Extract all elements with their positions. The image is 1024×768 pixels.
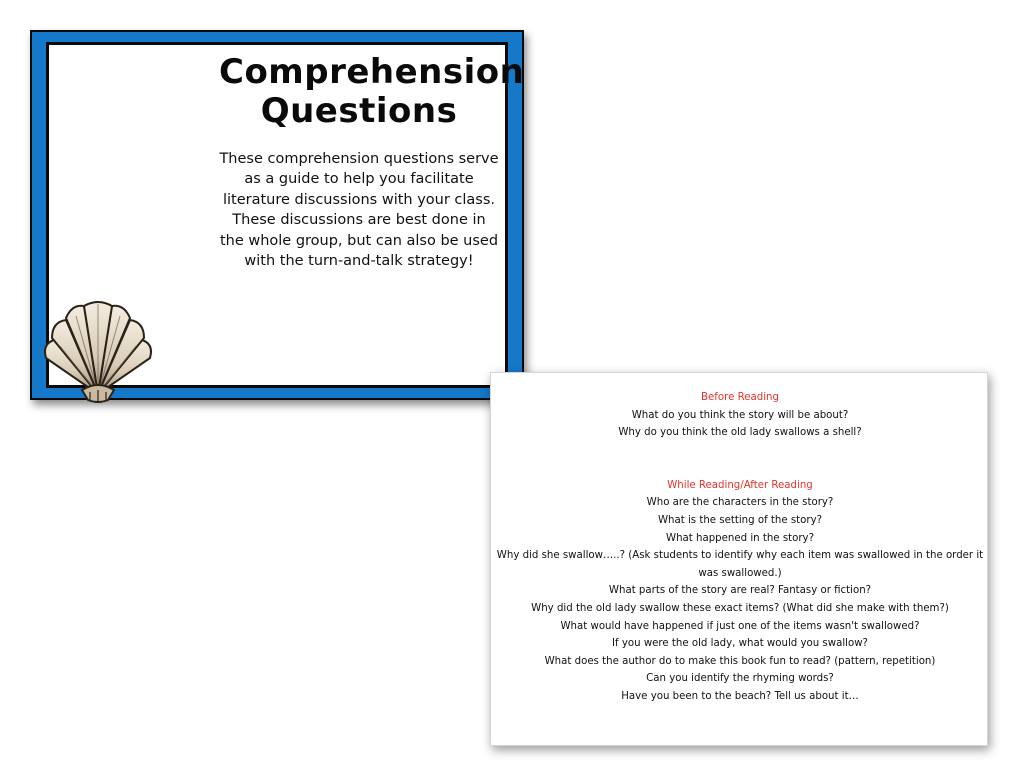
questions-card [490,372,988,746]
title-line-1: Comprehension [219,52,525,92]
question-item: Why did she swallow…..? (Ask students to identify why each item was swallowed in the order it was swallowed.) [496,550,984,579]
section-spacer [495,442,985,477]
question-item: Can you identify the rhyming words? [646,673,834,685]
page-title [219,52,525,131]
while-reading-heading: While Reading/After Reading [667,479,813,491]
question-item: Have you been to the beach? Tell us about it… [621,690,859,702]
cover-description: These comprehension questions serve as a guide to help you facilitate literature discussions with your class. These discussions are best done in the whole group, but can also be used with the turn-and-talk strategy! [219,151,499,270]
question-item: What do you think the story will be about? [631,409,849,421]
question-item: What is the setting of the story? [657,514,823,526]
seashell-icon [38,296,158,404]
question-item: What parts of the story are real? Fantasy or fiction? [608,585,872,597]
question-item: Why did the old lady swallow these exact items? (What did she make with them?) [531,602,949,614]
question-item: What does the author do to make this book fun to read? (pattern, repetition) [544,655,936,667]
question-item: What would have happened if just one of the items wasn't swallowed? [560,620,920,632]
questions-list [495,389,985,706]
question-item: What happened in the story? [666,532,814,544]
question-item: Why do you think the old lady swallows a shell? [618,427,862,439]
question-item: If you were the old lady, what would you swallow? [612,638,868,650]
before-reading-heading: Before Reading [701,392,779,403]
question-item: Who are the characters in the story? [646,497,834,509]
title-line-2: Questions [260,91,458,131]
